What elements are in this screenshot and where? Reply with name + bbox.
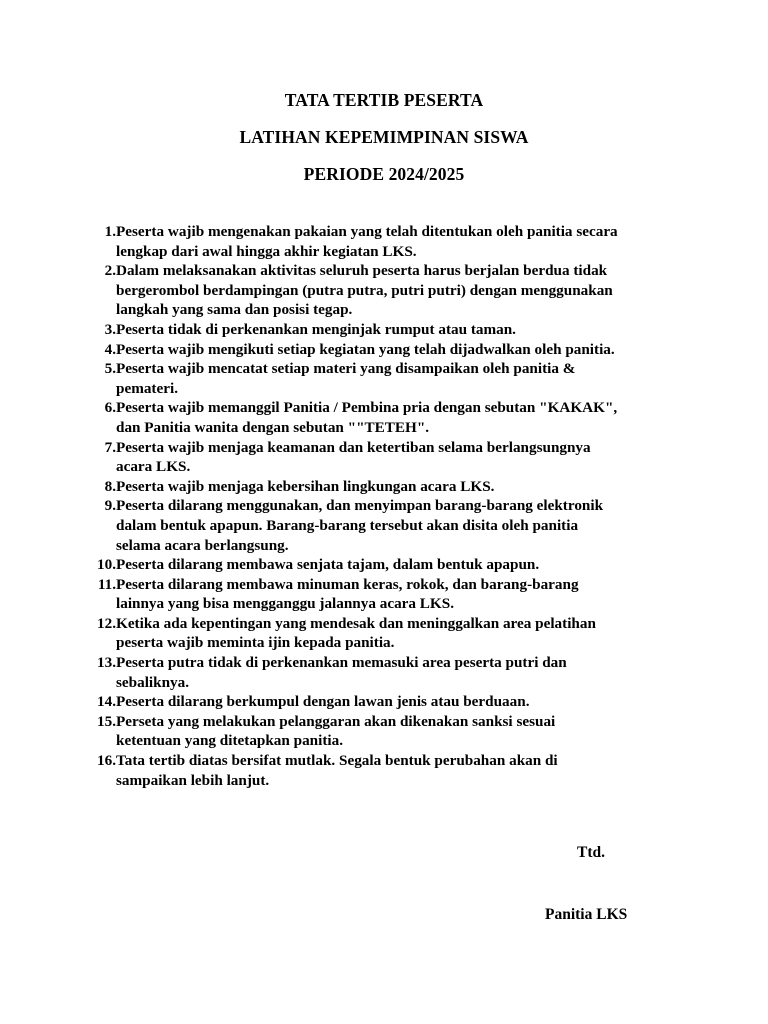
rule-item — [87, 496, 687, 555]
rule-text: Peserta dilarang menggunakan, dan menyimpan barang-barang elektronik dalam bentuk apapun. Barang-barang tersebut akan disita oleh panitia selama acara berlangsung. — [116, 497, 604, 554]
rule-text: Peserta tidak di perkenankan menginjak rumput atau taman. — [116, 320, 516, 338]
rule-number: 1. — [104, 223, 116, 240]
rule-number: 5. — [104, 360, 116, 378]
title-line-3: PERIODE 2024/2025 — [303, 164, 465, 184]
rule-item — [87, 438, 687, 477]
rule-number: 15. — [97, 712, 116, 730]
signature-ttd: Ttd. — [577, 844, 605, 861]
rule-number: 14. — [97, 693, 116, 711]
rule-item — [87, 653, 687, 692]
rule-number: 3. — [104, 320, 116, 338]
rule-item — [87, 555, 687, 575]
rule-number: 12. — [97, 614, 116, 632]
rule-text: Peserta putra tidak di perkenankan memasuki area peserta putri dan sebaliknya. — [116, 654, 567, 691]
rule-number: 6. — [104, 399, 116, 417]
rule-item — [87, 575, 687, 614]
rule-text: Tata tertib diatas bersifat mutlak. Segala bentuk perubahan akan di sampaikan lebih lanjut. — [116, 752, 558, 789]
rule-text: Peserta wajib memanggil Panitia / Pembina pria dengan sebutan "KAKAK", dan Panitia wanita dengan sebutan ""TETEH". — [116, 399, 618, 436]
rule-text: Dalam melaksanakan aktivitas seluruh peserta harus berjalan berdua tidak bergerombol berdampingan (putra putra, putri putri) dengan menggunakan langkah yang sama dan posisi tegap. — [116, 262, 613, 319]
rule-text: Perseta yang melakukan pelanggaran akan dikenakan sanksi sesuai ketentuan yang ditetapkan panitia. — [116, 712, 556, 750]
rule-item — [87, 712, 687, 751]
document-title — [0, 88, 768, 199]
rule-text: Peserta wajib mencatat setiap materi yang disampaikan oleh panitia & pemateri. — [116, 360, 576, 397]
rule-item — [87, 359, 687, 398]
rule-item — [87, 320, 687, 340]
rule-text: Peserta wajib mengenakan pakaian yang telah ditentukan oleh panitia secara lengkap dari awal hingga akhir kegiatan LKS. — [116, 223, 618, 260]
rule-number: 4. — [104, 340, 116, 358]
rule-text: Peserta dilarang berkumpul dengan lawan jenis atau berduaan. — [116, 693, 530, 711]
rule-number: 16. — [97, 752, 116, 770]
rule-number: 9. — [104, 497, 116, 515]
rule-text: Peserta dilarang membawa minuman keras, rokok, dan barang-barang lainnya yang bisa mengganggu jalannya acara LKS. — [116, 575, 579, 613]
rule-item — [87, 261, 687, 320]
rule-item — [87, 477, 687, 497]
rule-text: Peserta wajib menjaga keamanan dan ketertiban selama berlangsungnya acara LKS. — [116, 438, 591, 476]
rule-number: 2. — [104, 262, 116, 280]
rule-item — [87, 340, 687, 360]
rule-item — [87, 222, 687, 261]
rule-number: 7. — [104, 438, 116, 456]
rule-item — [87, 751, 687, 790]
title-line-1: TATA TERTIB PESERTA — [284, 90, 484, 110]
rule-number: 8. — [104, 477, 116, 495]
rule-text: Peserta dilarang membawa senjata tajam, dalam bentuk apapun. — [116, 556, 540, 574]
rule-number: 13. — [97, 654, 116, 672]
signature-name: Panitia LKS — [545, 906, 628, 923]
rule-text: Peserta wajib menjaga kebersihan lingkungan acara LKS. — [116, 477, 495, 495]
rule-number: 10. — [97, 556, 116, 574]
title-line-2: LATIHAN KEPEMIMPINAN SISWA — [239, 127, 529, 147]
rule-text: Peserta wajib mengikuti setiap kegiatan yang telah dijadwalkan oleh panitia. — [116, 340, 615, 358]
rule-number: 11. — [97, 575, 116, 593]
rule-item — [87, 398, 687, 437]
rule-text: Ketika ada kepentingan yang mendesak dan meninggalkan area pelatihan peserta wajib meminta ijin kepada panitia. — [116, 614, 596, 652]
rule-item — [87, 614, 687, 653]
rules-list — [87, 222, 687, 790]
rule-item — [87, 692, 687, 712]
